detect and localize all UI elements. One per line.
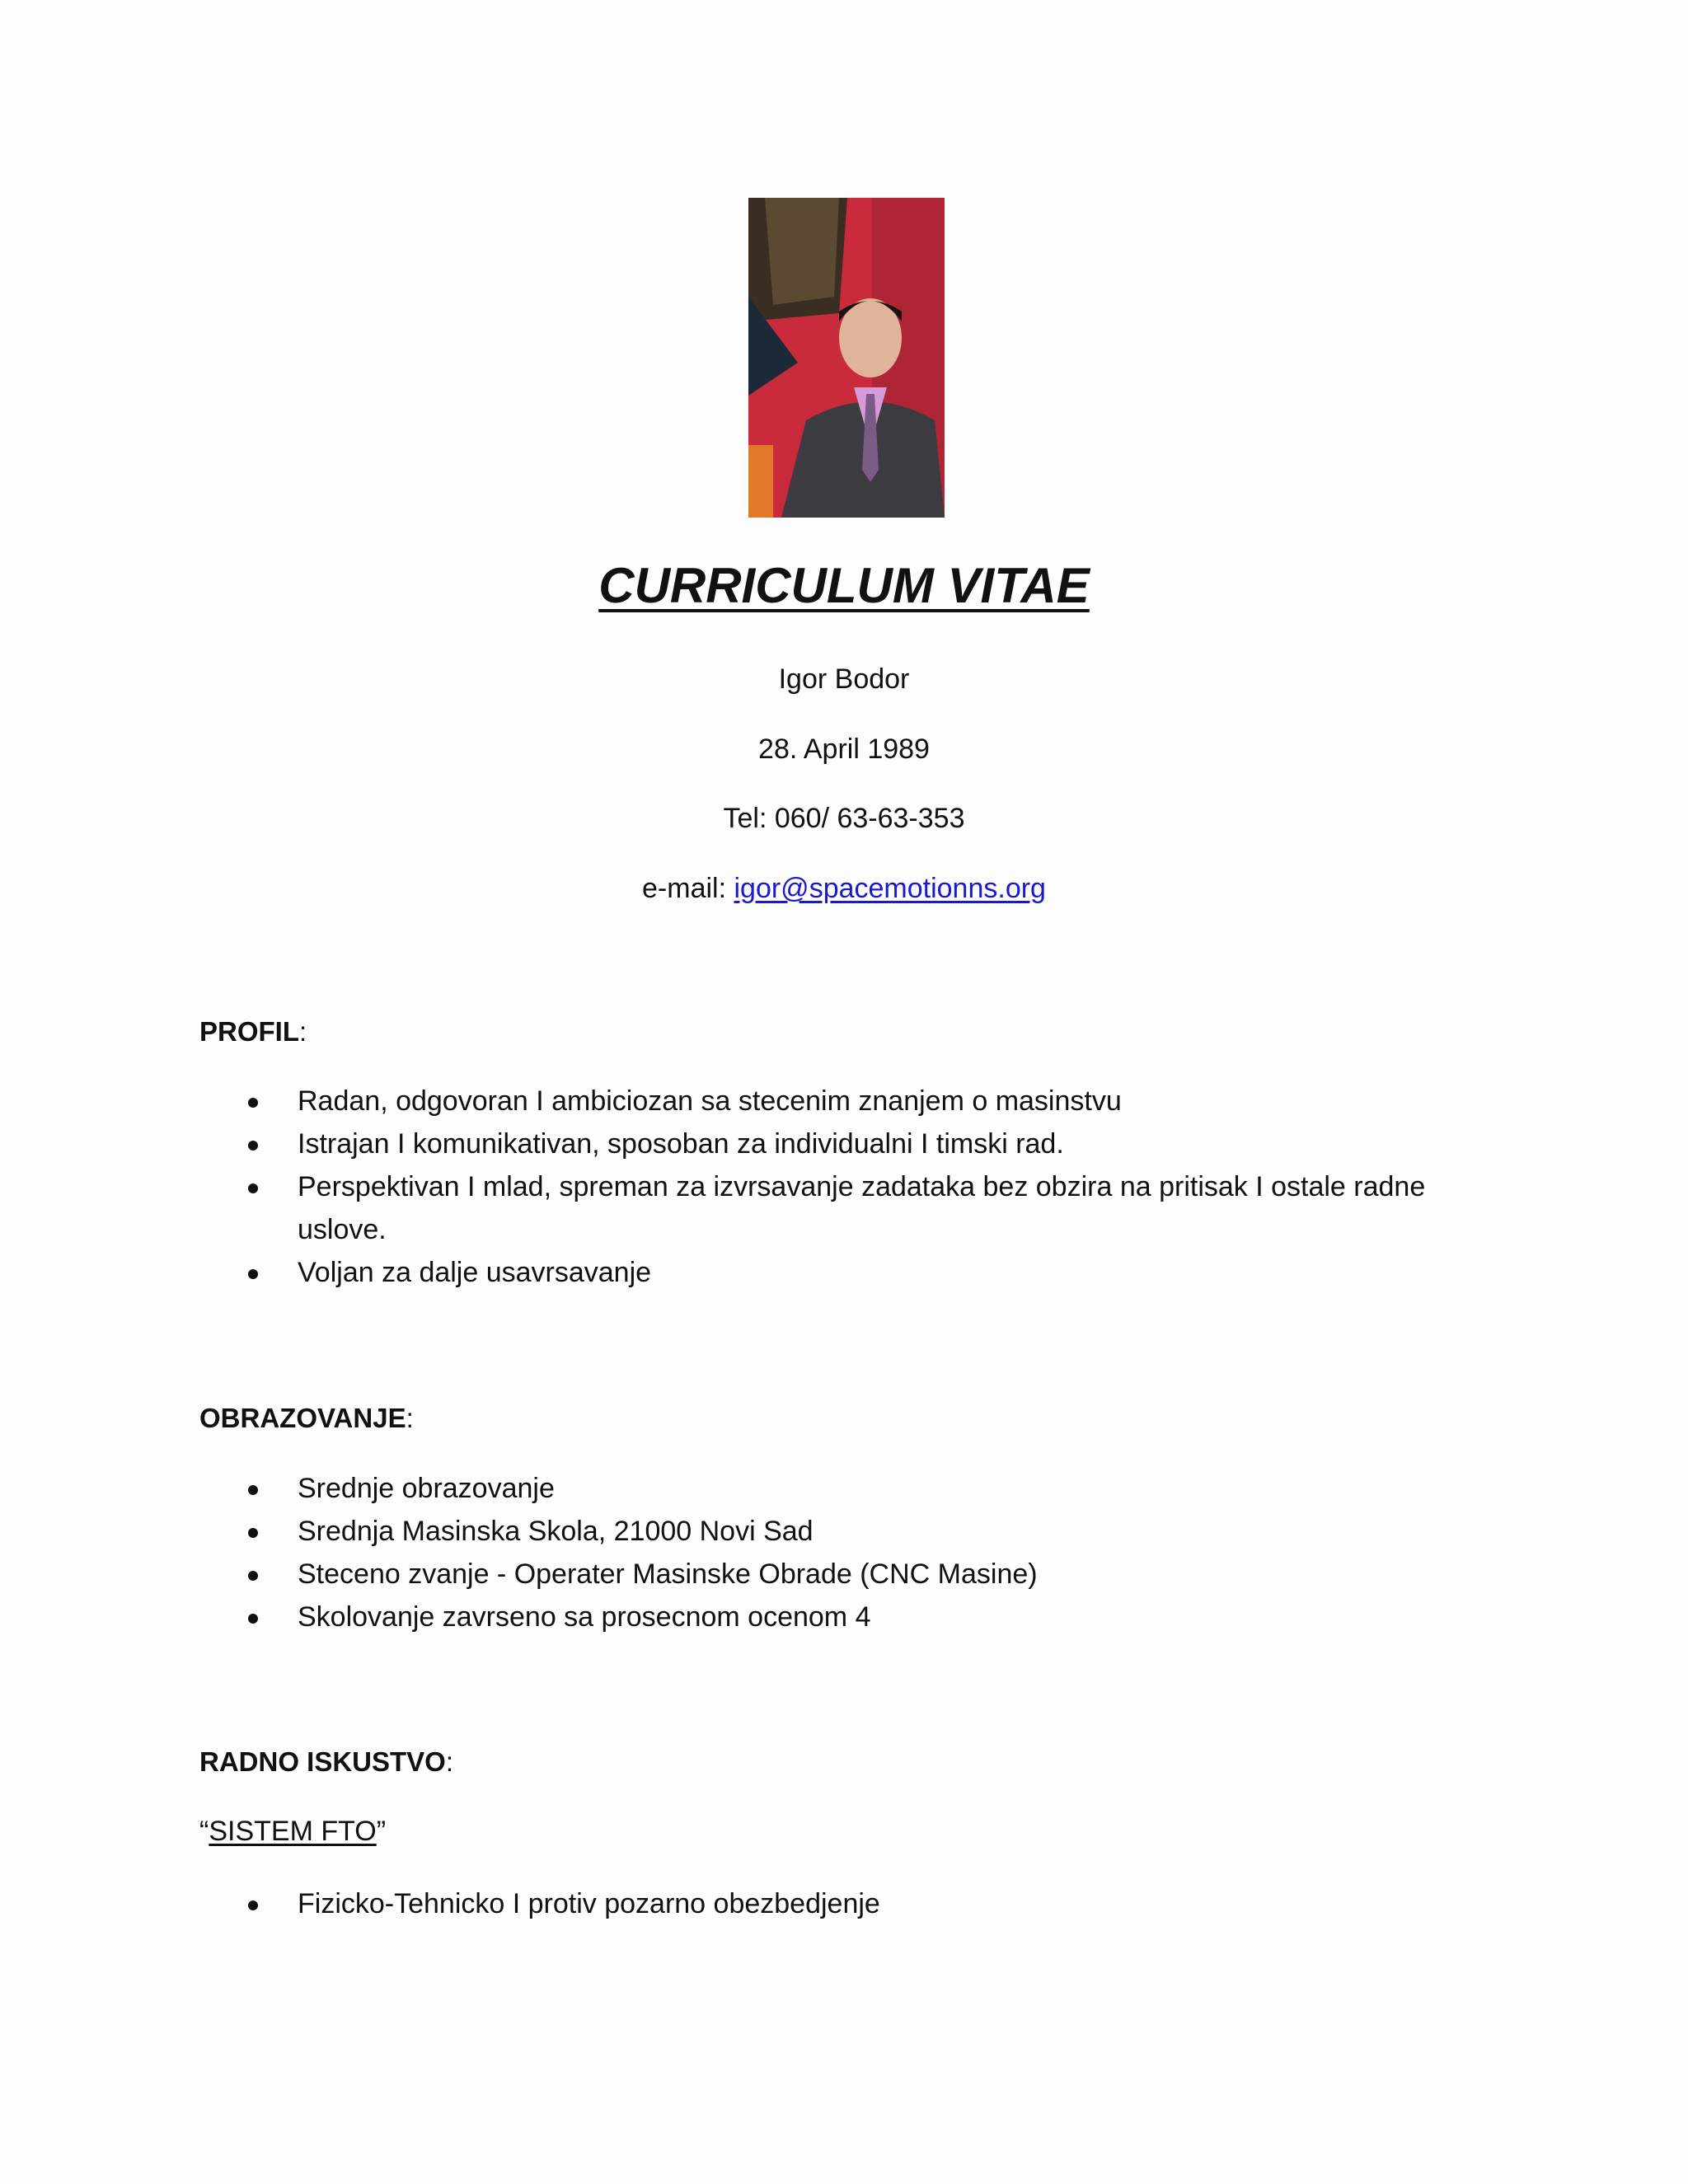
list-item: Srednja Masinska Skola, 21000 Novi Sad: [0, 1510, 1451, 1553]
obrazovanje-heading-text: OBRAZOVANJE: [199, 1403, 406, 1433]
list-item: Steceno zvanje - Operater Masinske Obrade (CNC Masine): [0, 1553, 1451, 1596]
section-heading-radno-iskustvo: [199, 1746, 453, 1779]
profil-heading-colon: :: [299, 1016, 307, 1047]
list-item: Perspektivan I mlad, spreman za izvrsavanje zadataka bez obzira na pritisak I ostale radne uslove.: [0, 1165, 1451, 1251]
phone-number: Tel: 060/ 63-63-353: [723, 803, 965, 834]
obrazovanje-list: [0, 1467, 1451, 1638]
radno-heading-text: RADNO ISKUSTVO: [199, 1746, 446, 1777]
section-heading-obrazovanje: [199, 1402, 414, 1435]
company-name-text: SISTEM FTO: [209, 1816, 377, 1847]
profile-photo: [748, 198, 945, 518]
company-open-quote: “: [199, 1816, 209, 1847]
radno-iskustvo-list: [0, 1882, 1451, 1925]
radno-heading-colon: :: [445, 1746, 454, 1777]
company-name: [199, 1815, 386, 1848]
profil-list: [0, 1080, 1451, 1294]
obrazovanje-heading-colon: :: [406, 1403, 414, 1433]
company-close-quote: ”: [376, 1816, 387, 1847]
section-heading-profil: [199, 1015, 307, 1048]
email-label: e-mail:: [642, 873, 734, 904]
list-item: Istrajan I komunikativan, sposoban za individualni I timski rad.: [0, 1122, 1451, 1165]
person-name: Igor Bodor: [778, 663, 910, 695]
profil-heading-text: PROFIL: [199, 1016, 299, 1047]
list-item: Voljan za dalje usavrsavanje: [0, 1251, 1451, 1294]
email-line: [0, 872, 1688, 905]
email-link[interactable]: igor@spacemotionns.org: [734, 873, 1046, 904]
date-of-birth: 28. April 1989: [758, 733, 930, 765]
list-item: Radan, odgovoran I ambiciozan sa stecenim znanjem o masinstvu: [0, 1080, 1451, 1122]
list-item: Fizicko-Tehnicko I protiv pozarno obezbedjenje: [0, 1882, 1451, 1925]
list-item: Srednje obrazovanje: [0, 1467, 1451, 1510]
document-title: CURRICULUM VITAE: [598, 558, 1090, 613]
list-item: Skolovanje zavrseno sa prosecnom ocenom 4: [0, 1596, 1451, 1638]
